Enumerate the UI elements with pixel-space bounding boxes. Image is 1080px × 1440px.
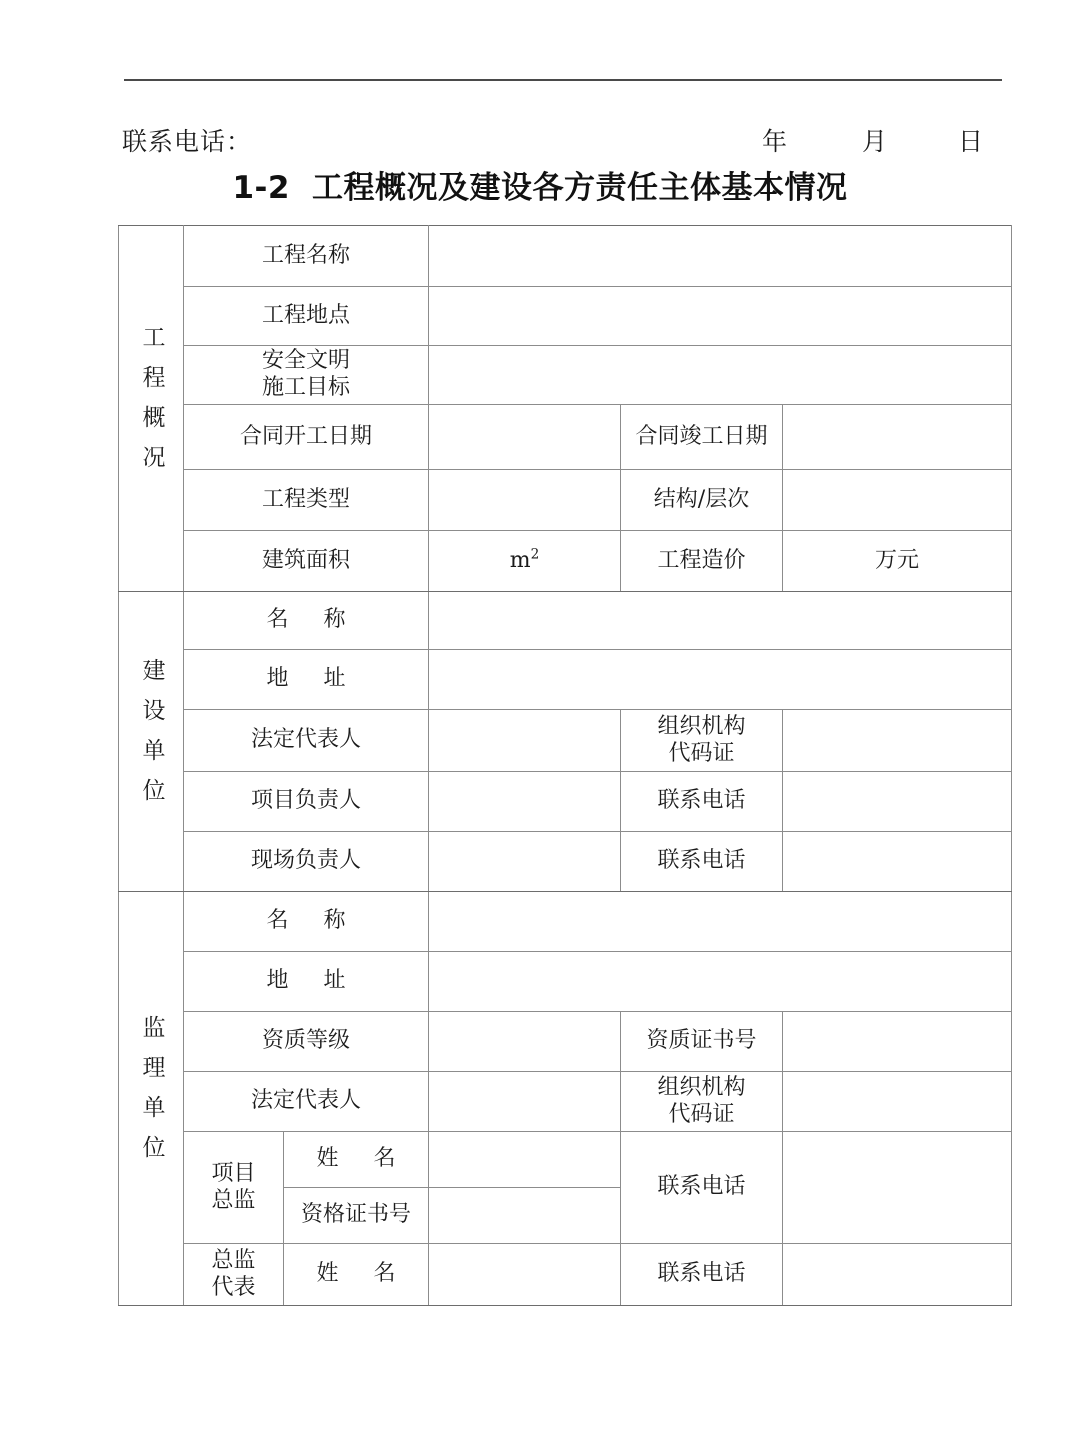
label-chief-supervisor-name: 姓 名 bbox=[284, 1132, 429, 1188]
value-qualification-level[interactable] bbox=[429, 1012, 621, 1072]
label-chief-supervisor-cert-no: 资格证书号 bbox=[284, 1188, 429, 1244]
value-contract-start-date[interactable] bbox=[429, 405, 621, 470]
table-row bbox=[119, 710, 1012, 772]
label-chief-supervisor-phone: 联系电话 bbox=[621, 1132, 783, 1244]
label-owner-name: 名 称 bbox=[184, 592, 429, 650]
value-owner-address[interactable] bbox=[429, 650, 1012, 710]
label-safety-goal bbox=[184, 346, 429, 405]
label-contract-finish-date: 合同竣工日期 bbox=[621, 405, 783, 470]
table-row bbox=[119, 470, 1012, 531]
label-owner-address: 地 址 bbox=[184, 650, 429, 710]
table-row bbox=[119, 346, 1012, 405]
label-owner-project-manager: 项目负责人 bbox=[184, 772, 429, 832]
label-safety-goal-line1: 安全文明 bbox=[262, 348, 351, 374]
label-owner-legal-rep: 法定代表人 bbox=[184, 710, 429, 772]
label-chief-supervisor bbox=[184, 1132, 284, 1244]
value-owner-site-manager-phone[interactable] bbox=[783, 832, 1012, 892]
page-title bbox=[0, 168, 1080, 208]
project-overview-form bbox=[118, 225, 1012, 1306]
value-project-type[interactable] bbox=[429, 470, 621, 531]
label-owner-project-manager-phone: 联系电话 bbox=[621, 772, 783, 832]
table-row bbox=[119, 1012, 1012, 1072]
value-project-cost[interactable] bbox=[783, 531, 1012, 592]
value-qualification-cert-no[interactable] bbox=[783, 1012, 1012, 1072]
label-structure-floors: 结构/层次 bbox=[621, 470, 783, 531]
label-supervision-org-code-line2: 代码证 bbox=[668, 1101, 735, 1127]
value-safety-goal[interactable] bbox=[429, 346, 1012, 405]
value-project-name[interactable] bbox=[429, 226, 1012, 287]
label-safety-goal-line2: 施工目标 bbox=[262, 375, 351, 400]
section-label-supervision-text: 监理单位 bbox=[138, 1014, 165, 1175]
label-supervision-name: 名 称 bbox=[184, 892, 429, 952]
label-owner-org-code bbox=[621, 710, 783, 772]
label-supervision-org-code bbox=[621, 1072, 783, 1132]
table-row bbox=[119, 1072, 1012, 1132]
unit-wan-yuan: 万元 bbox=[875, 547, 920, 573]
label-project-location: 工程地点 bbox=[184, 287, 429, 346]
section-label-owner bbox=[119, 592, 184, 892]
table-row bbox=[119, 592, 1012, 650]
value-structure-floors[interactable] bbox=[783, 470, 1012, 531]
label-qualification-level: 资质等级 bbox=[184, 1012, 429, 1072]
label-project-type: 工程类型 bbox=[184, 470, 429, 531]
table-row bbox=[119, 892, 1012, 952]
label-deputy-supervisor-line2: 代表 bbox=[211, 1274, 256, 1300]
date-year-label: 年 bbox=[762, 127, 788, 156]
label-owner-org-code-line1: 组织机构 bbox=[657, 713, 746, 739]
label-deputy-supervisor-line1: 总监 bbox=[211, 1247, 256, 1273]
table-row bbox=[119, 772, 1012, 832]
table-row bbox=[119, 287, 1012, 346]
unit-square-meter: m bbox=[509, 547, 531, 573]
section-label-supervision bbox=[119, 892, 184, 1306]
value-chief-supervisor-name[interactable] bbox=[429, 1132, 621, 1188]
value-deputy-supervisor-phone[interactable] bbox=[783, 1244, 1012, 1306]
table-row bbox=[119, 952, 1012, 1012]
label-floor-area: 建筑面积 bbox=[184, 531, 429, 592]
table-row bbox=[119, 1132, 1012, 1188]
value-owner-org-code[interactable] bbox=[783, 710, 1012, 772]
label-owner-org-code-line2: 代码证 bbox=[668, 740, 735, 766]
table-row bbox=[119, 226, 1012, 287]
value-floor-area[interactable] bbox=[429, 531, 621, 592]
date-month-label: 月 bbox=[862, 127, 888, 156]
value-supervision-address[interactable] bbox=[429, 952, 1012, 1012]
value-project-location[interactable] bbox=[429, 287, 1012, 346]
label-contract-start-date: 合同开工日期 bbox=[184, 405, 429, 470]
date-day-label: 日 bbox=[958, 127, 984, 156]
page-title-text: 工程概况及建设各方责任主体基本情况 bbox=[312, 170, 848, 206]
value-chief-supervisor-cert-no[interactable] bbox=[429, 1188, 621, 1244]
section-label-overview bbox=[119, 226, 184, 592]
header-line bbox=[122, 126, 1002, 160]
unit-square-meter-exponent: 2 bbox=[530, 546, 540, 563]
value-supervision-org-code[interactable] bbox=[783, 1072, 1012, 1132]
table-row bbox=[119, 650, 1012, 710]
label-deputy-supervisor bbox=[184, 1244, 284, 1306]
value-owner-project-manager[interactable] bbox=[429, 772, 621, 832]
label-supervision-address: 地 址 bbox=[184, 952, 429, 1012]
header-divider-rule bbox=[124, 79, 1002, 81]
label-deputy-supervisor-name: 姓 名 bbox=[284, 1244, 429, 1306]
value-owner-legal-rep[interactable] bbox=[429, 710, 621, 772]
value-owner-site-manager[interactable] bbox=[429, 832, 621, 892]
label-project-name: 工程名称 bbox=[184, 226, 429, 287]
label-deputy-supervisor-phone: 联系电话 bbox=[621, 1244, 783, 1306]
label-owner-site-manager-phone: 联系电话 bbox=[621, 832, 783, 892]
label-owner-site-manager: 现场负责人 bbox=[184, 832, 429, 892]
table-row bbox=[119, 405, 1012, 470]
value-contract-finish-date[interactable] bbox=[783, 405, 1012, 470]
table-row bbox=[119, 1244, 1012, 1306]
label-chief-supervisor-line1: 项目 bbox=[211, 1160, 256, 1186]
label-project-cost: 工程造价 bbox=[621, 531, 783, 592]
label-qualification-cert-no: 资质证书号 bbox=[621, 1012, 783, 1072]
contact-phone-label: 联系电话： bbox=[122, 127, 253, 156]
value-chief-supervisor-phone[interactable] bbox=[783, 1132, 1012, 1244]
page-title-number: 1-2 bbox=[232, 170, 290, 206]
value-deputy-supervisor-name[interactable] bbox=[429, 1244, 621, 1306]
label-supervision-legal-rep: 法定代表人 bbox=[184, 1072, 429, 1132]
value-supervision-legal-rep[interactable] bbox=[429, 1072, 621, 1132]
value-owner-project-manager-phone[interactable] bbox=[783, 772, 1012, 832]
value-owner-name[interactable] bbox=[429, 592, 1012, 650]
section-label-owner-text: 建设单位 bbox=[138, 657, 165, 818]
label-supervision-org-code-line1: 组织机构 bbox=[657, 1074, 746, 1100]
table-row bbox=[119, 531, 1012, 592]
value-supervision-name[interactable] bbox=[429, 892, 1012, 952]
table-row bbox=[119, 832, 1012, 892]
label-chief-supervisor-line2: 总监 bbox=[211, 1187, 256, 1213]
section-label-overview-text: 工程概况 bbox=[138, 324, 165, 485]
